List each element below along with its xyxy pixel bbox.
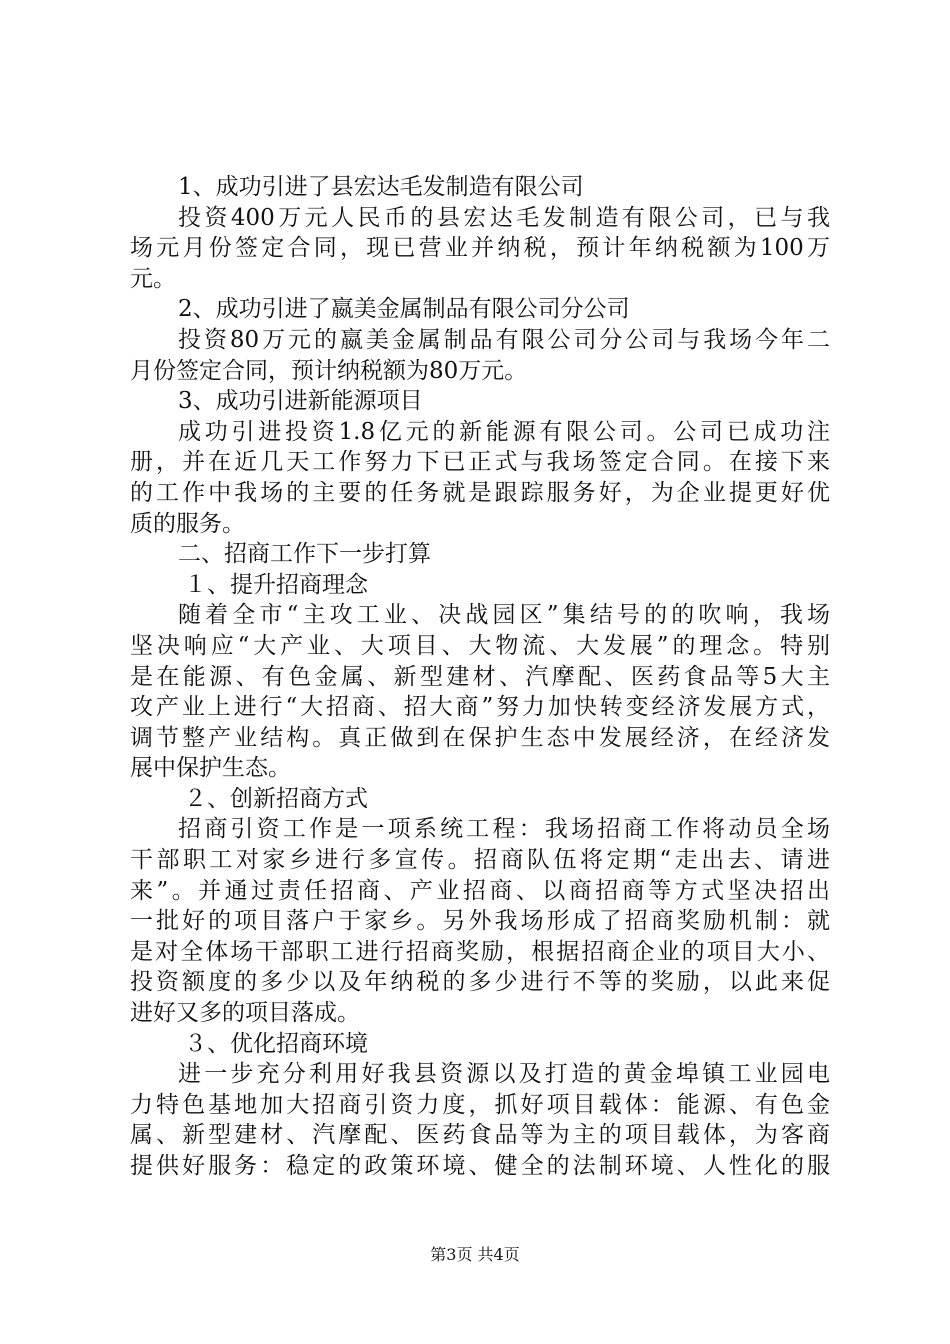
paragraph-line: 属、新型建材、汽摩配、医药食品等为主的项目载体，为客商	[130, 1122, 830, 1149]
subsection-heading-1: １、提升招商理念	[184, 571, 368, 598]
paragraph-line: 册，并在近几天工作努力下已正式与我场签定合同。在接下来	[130, 449, 830, 476]
paragraph-line: 干部职工对家乡进行多宣传。招商队伍将定期“走出去、请进	[130, 847, 830, 874]
paragraph-line: 展中保护生态。	[130, 755, 291, 782]
paragraph-line: 投资额度的多少以及年纳税的多少进行不等的奖励，以此来促	[130, 969, 830, 996]
subsection-heading-3: ３、优化招商环境	[184, 1030, 368, 1057]
paragraph-line: 攻产业上进行“大招商、招大商”努力加快转变经济发展方式，	[130, 694, 830, 721]
paragraph-line: 成功引进投资1.8亿元的新能源有限公司。公司已成功注	[178, 418, 830, 445]
paragraph-line: 的工作中我场的主要的任务就是跟踪服务好，为企业提更好优	[130, 479, 830, 506]
paragraph-line: 元。	[130, 265, 176, 292]
paragraph-line: 调节整产业结构。真正做到在保护生态中发展经济，在经济发	[130, 724, 830, 751]
document-body	[130, 172, 830, 1182]
page-footer: 第3页 共4页	[430, 1245, 520, 1264]
paragraph-line: 月份签定合同，预计纳税额为80万元。	[130, 357, 528, 384]
item-heading-3: 3、成功引进新能源项目	[178, 388, 423, 415]
paragraph-line: 投资400万元人民币的县宏达毛发制造有限公司，已与我	[178, 204, 830, 231]
paragraph-line: 一批好的项目落户于家乡。另外我场形成了招商奖励机制：就	[130, 908, 830, 935]
paragraph-line: 招商引资工作是一项系统工程：我场招商工作将动员全场	[178, 816, 830, 843]
item-heading-1: 1、成功引进了县宏达毛发制造有限公司	[178, 174, 584, 200]
paragraph-line: 提供好服务：稳定的政策环境、健全的法制环境、人性化的服	[130, 1153, 830, 1179]
paragraph-line: 力特色基地加大招商引资力度，抓好项目载体：能源、有色金	[130, 1091, 830, 1118]
item-heading-2: 2、成功引进了嬴美金属制品有限公司分公司	[178, 296, 630, 323]
subsection-heading-2: ２、创新招商方式	[184, 785, 368, 812]
paragraph-line: 是对全体场干部职工进行招商奖励，根据招商企业的项目大小、	[130, 938, 830, 965]
paragraph-line: 质的服务。	[130, 510, 245, 537]
paragraph-line: 进好又多的项目落成。	[130, 1000, 360, 1027]
section-heading: 二、招商工作下一步打算	[178, 541, 431, 568]
paragraph-line: 进一步充分利用好我县资源以及打造的黄金埠镇工业园电	[178, 1061, 830, 1088]
paragraph-line: 投资80万元的嬴美金属制品有限公司分公司与我场今年二	[178, 326, 830, 353]
paragraph-line: 随着全市“主攻工业、决战园区”集结号的的吹响，我场	[178, 602, 830, 629]
paragraph-line: 坚决响应“大产业、大项目、大物流、大发展”的理念。特别	[130, 632, 830, 659]
paragraph-line: 来”。并通过责任招商、产业招商、以商招商等方式坚决招出	[130, 877, 830, 904]
paragraph-line: 场元月份签定合同，现已营业并纳税，预计年纳税额为100万	[130, 235, 830, 262]
paragraph-line: 是在能源、有色金属、新型建材、汽摩配、医药食品等5大主	[130, 663, 830, 690]
